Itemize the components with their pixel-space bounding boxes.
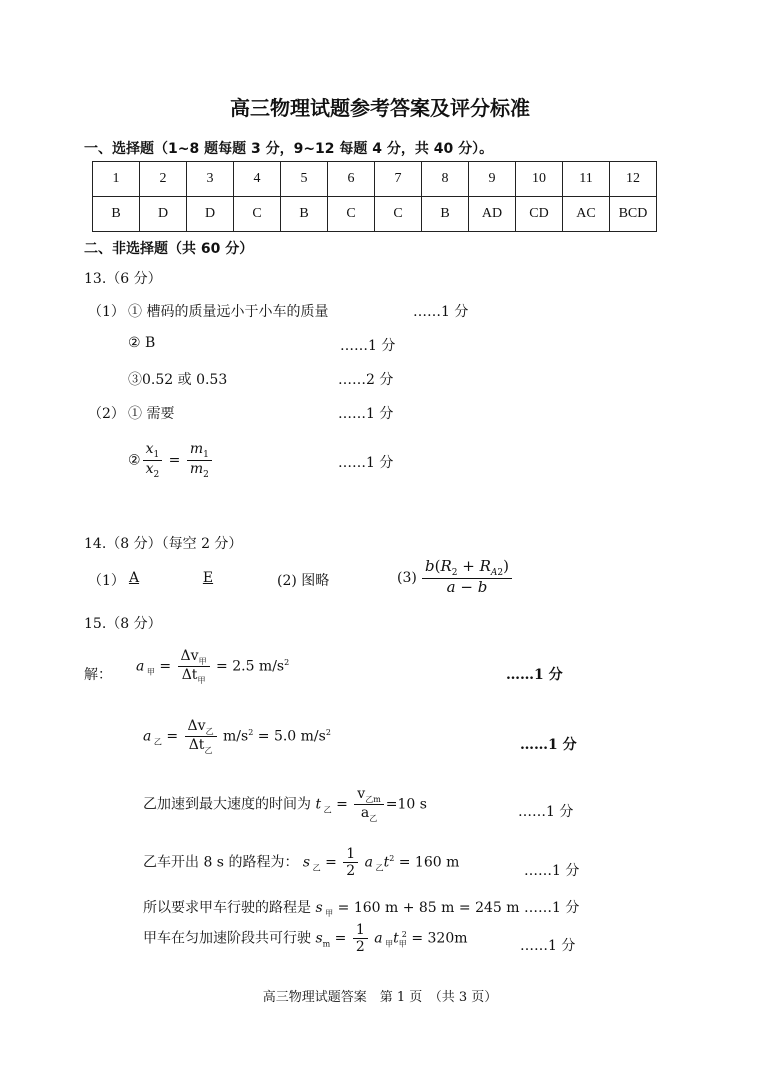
- question-number-cell: 11: [563, 162, 610, 197]
- q13-p1-score1: ……1 分: [413, 304, 469, 320]
- q15-line5: 所以要求甲车行驶的路程是 s $_甲$ = 160 m + 85 m = 245 m: [143, 900, 520, 918]
- q13-header: 13.（6 分）: [84, 271, 162, 287]
- q15-score-5: ……1 分: [524, 900, 580, 916]
- answer-cell: B: [422, 197, 469, 232]
- q15-formula-a-jia: a $_甲$ = $\frac{\Delta v_甲}{\Delta t_甲}$ = 2.5 $m/s^2$: [136, 648, 290, 685]
- answer-cell: B: [281, 197, 328, 232]
- section-nonchoice-heading: 二、非选择题（共 60 分）: [84, 241, 254, 257]
- q15-formula-a-yi: a $_乙$ = $\frac{\Delta v_乙}{\Delta t_乙}$ $m/s^2 = 5.0$ $m/s^2$: [143, 718, 331, 755]
- q15-score-4: ……1 分: [524, 863, 580, 879]
- formula-m-ratio: $\frac{m_1}{m_2}$: [187, 441, 212, 480]
- q13-p1-score2: ……1 分: [340, 338, 396, 354]
- question-number-cell: 4: [234, 162, 281, 197]
- q15-line4: 乙车开出 8 s 的路程为： s $_乙$ = $\frac{1}{2}$ a $_乙t^2 = 160$ m: [143, 846, 460, 880]
- q13-p2-item1: ① 需要: [128, 406, 175, 422]
- question-number-cell: 5: [281, 162, 328, 197]
- q14-answer-2: E: [202, 570, 214, 586]
- q13-p1-item2: ② B: [128, 335, 156, 351]
- q13-p1-item3: ③0.52 或 0.53: [128, 372, 228, 388]
- q15-line6-text: 甲车在匀加速阶段共可行驶: [143, 930, 311, 947]
- q14-label3: (3): [397, 570, 417, 586]
- q13-p2-item2-prefix: ②: [128, 452, 141, 469]
- q15-header: 15.（8 分）: [84, 616, 162, 632]
- answer-cell: C: [375, 197, 422, 232]
- q13-p2-item2: ② $\frac{x_1}{x_2}$ = $\frac{m_1}{m_2}$: [128, 441, 214, 480]
- question-number-cell: 8: [422, 162, 469, 197]
- q14-formula: $\frac{b(R_2 + R_{A2})}{a - b}$: [420, 558, 514, 597]
- q15-score-2: ……1 分: [520, 737, 577, 753]
- q14-label1: （1）: [88, 573, 125, 589]
- question-number-cell: 12: [610, 162, 657, 197]
- q14-header: 14.（8 分）（每空 2 分）: [84, 536, 243, 552]
- answer-cell: B: [93, 197, 140, 232]
- section-choice-heading: 一、选择题（1~8 题每题 3 分，9~12 每题 4 分，共 40 分）。: [84, 141, 494, 157]
- q13-part1-label: （1）: [88, 304, 125, 320]
- question-number-cell: 10: [516, 162, 563, 197]
- q15-score-6: ……1 分: [520, 938, 576, 954]
- answer-number-row: [93, 162, 657, 197]
- q14-answer-1: A: [128, 570, 140, 586]
- q13-p2-score1: ……1 分: [338, 406, 394, 422]
- question-number-cell: 1: [93, 162, 140, 197]
- answer-cell: C: [234, 197, 281, 232]
- answer-table: [92, 161, 657, 232]
- answer-letter-row: [93, 197, 657, 232]
- answer-cell: C: [328, 197, 375, 232]
- q13-p1-score3: ……2 分: [338, 372, 394, 388]
- page-footer: 高三物理试题答案 第 1 页 （共 3 页）: [262, 990, 498, 1005]
- formula-x-ratio: $\frac{x_1}{x_2}$: [143, 441, 163, 480]
- question-number-cell: 7: [375, 162, 422, 197]
- answer-cell: D: [140, 197, 187, 232]
- answer-cell: AD: [469, 197, 516, 232]
- q13-part2-label: （2）: [88, 406, 125, 422]
- q15-line3-text: 乙加速到最大速度的时间为: [143, 796, 311, 813]
- answer-cell: BCD: [610, 197, 657, 232]
- q13-p2-score2: ……1 分: [338, 455, 394, 471]
- q15-score-1: ……1 分: [506, 667, 563, 683]
- question-number-cell: 6: [328, 162, 375, 197]
- question-number-cell: 3: [187, 162, 234, 197]
- q13-p1-item1: ① 槽码的质量远小于小车的质量: [128, 304, 329, 320]
- q15-line3: 乙加速到最大速度的时间为 t $_乙$ = $\frac{v_{乙m}}{a_乙}$ =10 s: [143, 786, 427, 823]
- q15-score-3: ……1 分: [518, 804, 574, 820]
- question-number-cell: 2: [140, 162, 187, 197]
- question-number-cell: 9: [469, 162, 516, 197]
- answer-cell: CD: [516, 197, 563, 232]
- q15-jie: 解：: [84, 667, 112, 683]
- answer-cell: AC: [563, 197, 610, 232]
- answer-cell: D: [187, 197, 234, 232]
- q15-line6: 甲车在匀加速阶段共可行驶 $s_m$ = $\frac{1}{2}$ a $_甲t_甲^2 = 320m$: [143, 922, 468, 956]
- q14-label2: (2) 图略: [277, 573, 330, 589]
- q15-line4-text: 乙车开出 8 s 的路程为：: [143, 854, 299, 871]
- page-title: 高三物理试题参考答案及评分标准: [230, 96, 530, 120]
- q15-line5-text: 所以要求甲车行驶的路程是: [143, 900, 311, 916]
